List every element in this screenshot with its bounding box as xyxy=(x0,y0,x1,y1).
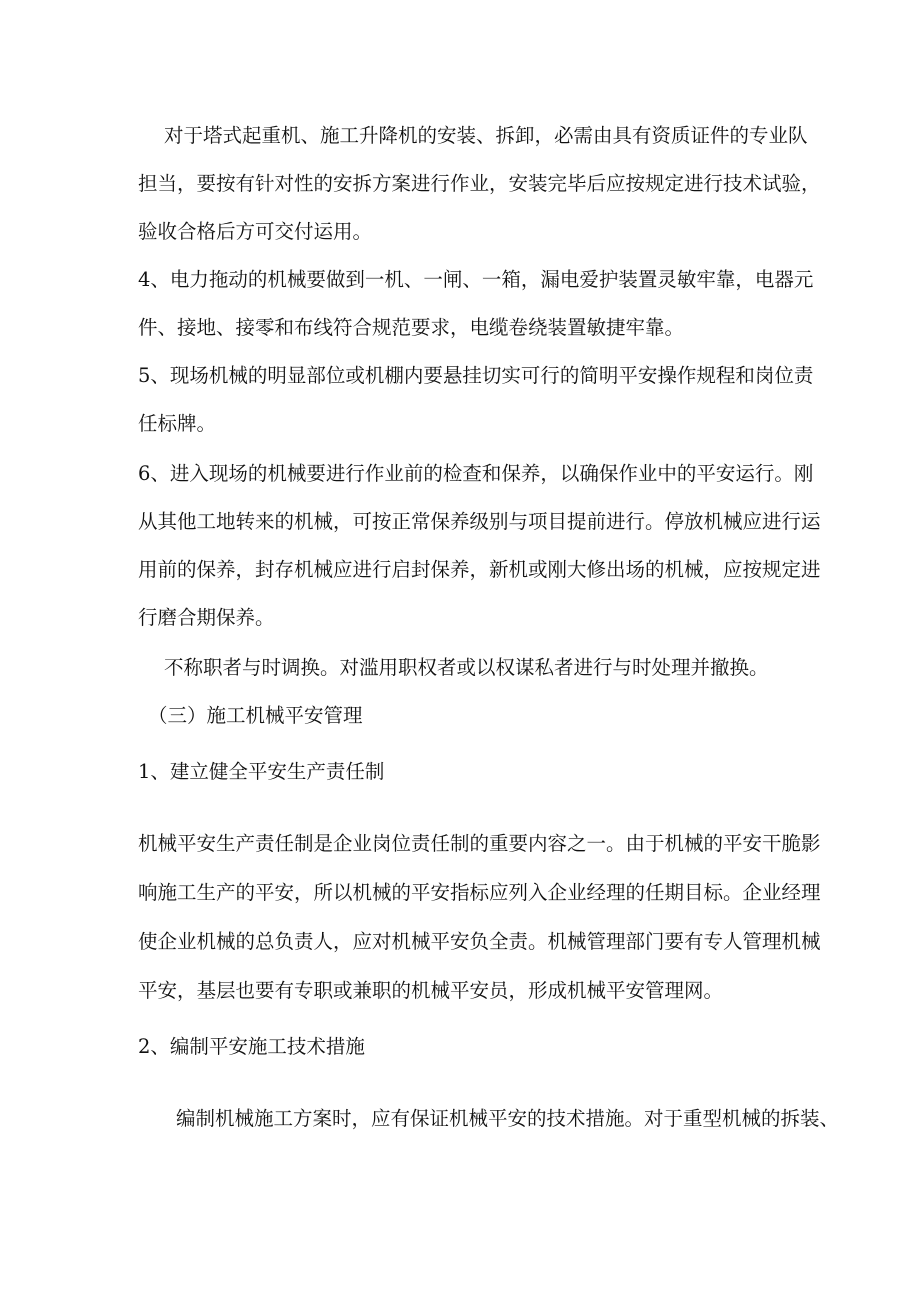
list-item-line: 行磨合期保养。 xyxy=(138,606,275,629)
paragraph-line: 对于塔式起重机、施工升降机的安装、拆卸，必需由具有资质证件的专业队 xyxy=(164,124,808,147)
subsection-heading: 1、建立健全平安生产责任制 xyxy=(138,760,385,783)
paragraph-line: 编制机械施工方案时，应有保证机械平安的技术措施。对于重型机械的拆装、 xyxy=(176,1107,840,1130)
list-item-line: 5、现场机械的明显部位或机棚内要悬挂切实可行的简明平安操作规程和岗位责 xyxy=(138,364,814,387)
paragraph-line: 验收合格后方可交付运用。 xyxy=(138,220,373,243)
paragraph-line: 平安，基层也要有专职或兼职的机械平安员，形成机械平安管理网。 xyxy=(138,979,724,1002)
subsection-heading: 2、编制平安施工技术措施 xyxy=(138,1035,365,1058)
paragraph-line: 不称职者与时调换。对滥用职权者或以权谋私者进行与时处理并撤换。 xyxy=(164,656,769,679)
list-item-line: 件、接地、接零和布线符合规范要求，电缆卷绕装置敏捷牢靠。 xyxy=(138,316,685,339)
paragraph-line: 担当，要按有针对性的安拆方案进行作业，安装完毕后应按规定进行技术试验， xyxy=(138,172,821,195)
list-item-line: 6、进入现场的机械要进行作业前的检查和保养，以确保作业中的平安运行。刚 xyxy=(138,462,814,485)
list-item-line: 任标牌。 xyxy=(138,412,217,435)
list-item-line: 用前的保养，封存机械应进行启封保养，新机或刚大修出场的机械，应按规定进 xyxy=(138,558,821,581)
list-item-line: 从其他工地转来的机械，可按正常保养级别与项目提前进行。停放机械应进行运 xyxy=(138,510,821,533)
section-heading: （三）施工机械平安管理 xyxy=(148,704,363,727)
list-item-line: 4、电力拖动的机械要做到一机、一闸、一箱，漏电爱护装置灵敏牢靠，电器元 xyxy=(138,268,814,291)
paragraph-line: 响施工生产的平安，所以机械的平安指标应列入企业经理的任期目标。企业经理 xyxy=(138,881,821,904)
paragraph-line: 机械平安生产责任制是企业岗位责任制的重要内容之一。由于机械的平安干脆影 xyxy=(138,832,821,855)
paragraph-line: 使企业机械的总负责人，应对机械平安负全责。机械管理部门要有专人管理机械 xyxy=(138,930,821,953)
